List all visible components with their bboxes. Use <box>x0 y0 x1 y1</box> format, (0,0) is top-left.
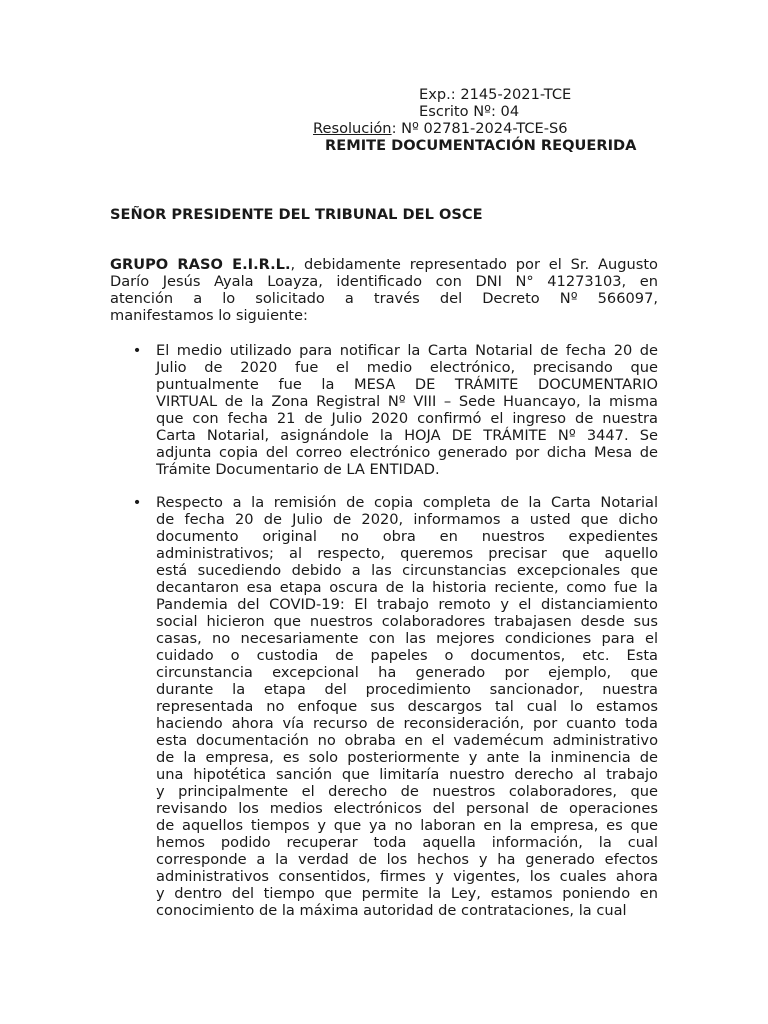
bullet-line: de aquellos tiempos y que ya no laboran en la empresa, es que <box>156 817 658 834</box>
bullet-line: una hipotética sanción que limitaría nuestro derecho al trabajo <box>156 766 658 783</box>
bullet-line: puntualmente fue la MESA DE TRÁMITE DOCUMENTARIO <box>156 376 658 393</box>
intro-line-text: , debidamente representado por el Sr. Augusto <box>290 256 658 273</box>
bullet-line: haciendo ahora vía recurso de reconsideración, por cuanto toda <box>156 715 658 732</box>
escrito-number: Escrito Nº: 04 <box>419 103 520 120</box>
bullet-line: de fecha 20 de Julio de 2020, informamos a usted que dicho <box>156 511 658 528</box>
bullet-line: Pandemia del COVID-19: El trabajo remoto y el distanciamiento <box>156 596 658 613</box>
bullet-item-copy-remission <box>110 494 658 919</box>
bullet-line: El medio utilizado para notificar la Carta Notarial de fecha 20 de <box>156 342 658 359</box>
bullet-line: esta documentación no obraba en el vademécum administrativo <box>156 732 658 749</box>
intro-line: Darío Jesús Ayala Loayza, identificado con DNI N° 41273103, en <box>110 273 658 290</box>
bullet-line: conocimiento de la máxima autoridad de contrataciones, la cual <box>156 902 627 919</box>
bullet-line: que con fecha 21 de Julio 2020 confirmó el ingreso de nuestra <box>156 410 658 427</box>
bullet-line: cuidado o custodia de papeles o documentos, etc. Esta <box>156 647 658 664</box>
bullet-item-notification-method <box>110 342 658 478</box>
bullet-line: circunstancia excepcional ha generado por ejemplo, que <box>156 664 658 681</box>
company-name: GRUPO RASO E.I.R.L. <box>110 256 291 273</box>
bullet-line: administrativos consentidos, firmes y vigentes, los cuales ahora <box>156 868 658 885</box>
bullet-line: hemos podido recuperar toda aquella información, la cual <box>156 834 658 851</box>
bullet-line: durante la etapa del procedimiento sancionador, nuestra <box>156 681 658 698</box>
intro-paragraph <box>110 256 658 324</box>
bullet-icon: • <box>132 342 142 359</box>
bullet-line: revisando los medios electrónicos del personal de operaciones <box>156 800 658 817</box>
bullet-line: VIRTUAL de la Zona Registral Nº VIII – Sede Huancayo, la misma <box>156 393 658 410</box>
bullet-text <box>156 342 658 478</box>
bullet-line: corresponde a la verdad de los hechos y ha generado efectos <box>156 851 658 868</box>
resolucion-reference <box>313 120 568 137</box>
bullet-line: Respecto a la remisión de copia completa de la Carta Notarial <box>156 494 658 511</box>
bullet-line: Trámite Documentario de LA ENTIDAD. <box>156 461 440 478</box>
bullet-line: Julio de 2020 fue el medio electrónico, precisando que <box>156 359 658 376</box>
bullet-icon: • <box>132 494 142 511</box>
bullet-text <box>156 494 658 919</box>
intro-line <box>110 256 658 273</box>
bullet-line: representada no enfoque sus descargos tal cual lo estamos <box>156 698 658 715</box>
resolucion-value: : Nº 02781-2024-TCE-S6 <box>391 120 568 137</box>
bullet-line: casas, no necesariamente con las mejores condiciones para el <box>156 630 658 647</box>
expediente-number: Exp.: 2145-2021-TCE <box>419 86 572 103</box>
bullet-line: decantaron esa etapa oscura de la historia reciente, como fue la <box>156 579 658 596</box>
bullet-line: adjunta copia del correo electrónico generado por dicha Mesa de <box>156 444 658 461</box>
intro-line: atención a lo solicitado a través del Decreto Nº 566097, <box>110 290 658 307</box>
bullet-line: documento original no obra en nuestros expedientes <box>156 528 658 545</box>
resolucion-label: Resolución <box>313 120 392 137</box>
bullet-line: Carta Notarial, asignándole la HOJA DE TRÁMITE Nº 3447. Se <box>156 427 658 444</box>
document-subject: REMITE DOCUMENTACIÓN REQUERIDA <box>325 137 637 154</box>
bullet-line: y dentro del tiempo que permite la Ley, estamos poniendo en <box>156 885 658 902</box>
bullet-line: social hicieron que nuestros colaboradores trabajasen desde sus <box>156 613 658 630</box>
intro-line: manifestamos lo siguiente: <box>110 307 308 324</box>
bullet-line: está sucediendo debido a las circunstancias excepcionales que <box>156 562 658 579</box>
addressee-heading: SEÑOR PRESIDENTE DEL TRIBUNAL DEL OSCE <box>110 206 483 223</box>
bullet-line: administrativos; al respecto, queremos precisar que aquello <box>156 545 658 562</box>
bullet-line: y principalmente el derecho de nuestros colaboradores, que <box>156 783 658 800</box>
bullet-line: de la empresa, es solo posteriormente y ante la inminencia de <box>156 749 658 766</box>
